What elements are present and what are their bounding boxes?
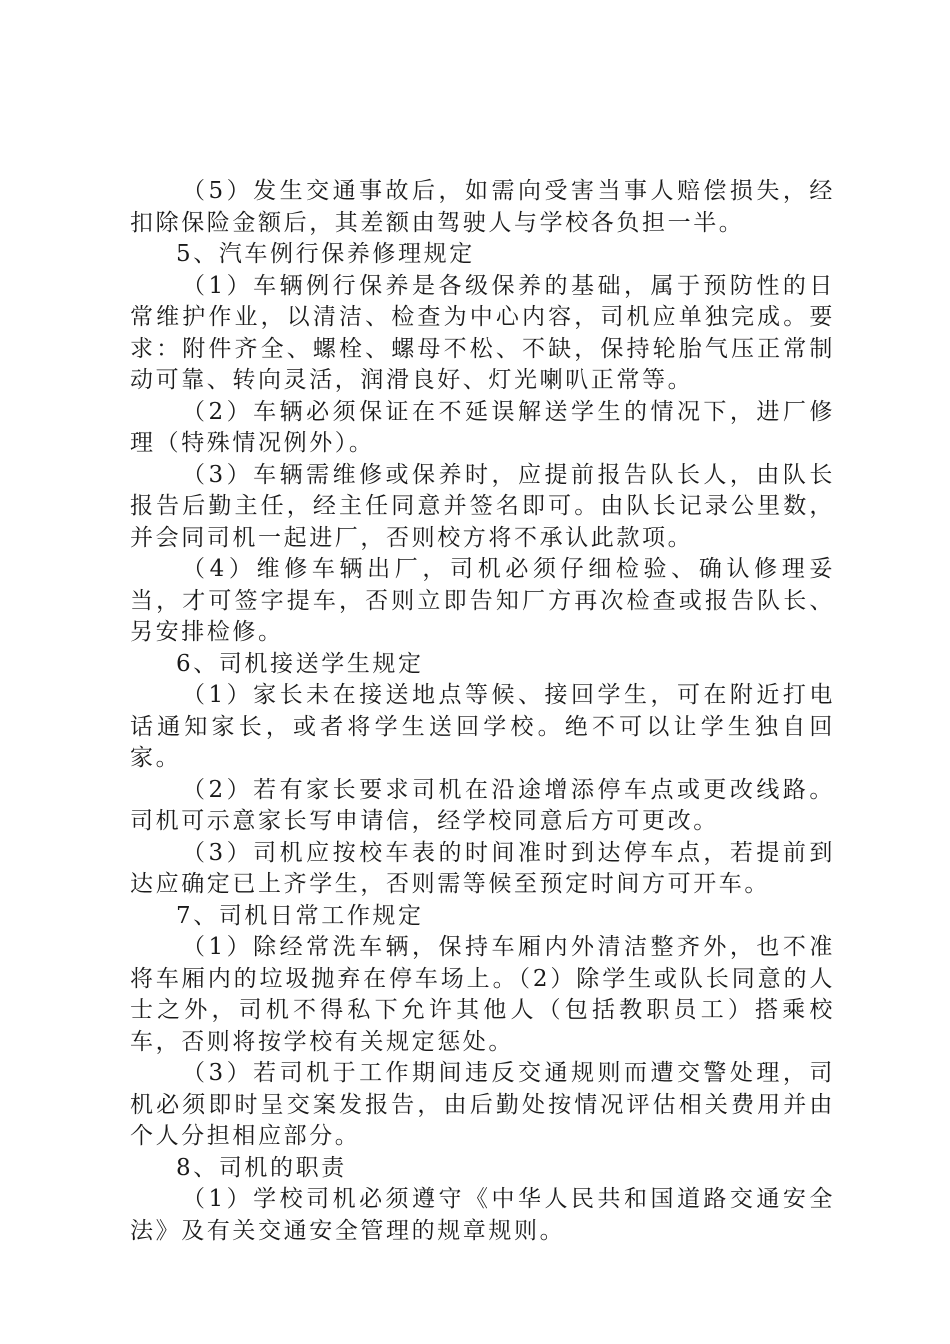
heading-student-transport-rules: 6、司机接送学生规定 bbox=[176, 650, 424, 677]
paragraph-timetable: （3）司机应按校车表的时间准时到达停车点，若提前到达应确定已上齐学生，否则需等候至预定时间方可开车。 bbox=[130, 839, 835, 897]
paragraph-traffic-violation: （3）若司机于工作期间违反交通规则而遭交警处理，司机必须即时呈交案发报告，由后勤处按情况评估相关费用并由个人分担相应部分。 bbox=[130, 1060, 835, 1149]
paragraph-routine-maintenance: （1）车辆例行保养是各级保养的基础，属于预防性的日常维护作业，以清洁、检查为中心内容，司机应单独完成。要求：附件齐全、螺栓、螺母不松、不缺，保持轮胎气压正常制动可靠、转向灵活，润滑良好、灯光喇叭正常等。 bbox=[130, 272, 835, 393]
heading-maintenance-rules: 5、汽车例行保养修理规定 bbox=[176, 241, 475, 267]
paragraph-repair-timing: （2）车辆必须保证在不延误解送学生的情况下，进厂修理（特殊情况例外）。 bbox=[130, 398, 835, 456]
paragraph-parent-absent: （1）家长未在接送地点等候、接回学生，可在附近打电话通知家长，或者将学生送回学校。绝不可以让学生独自回家。 bbox=[130, 682, 835, 771]
paragraph-accident-compensation: （5）发生交通事故后，如需向受害当事人赔偿损失，经扣除保险金额后，其差额由驾驶人与学校各负担一半。 bbox=[130, 178, 835, 236]
paragraph-route-change: （2）若有家长要求司机在沿途增添停车点或更改线路。司机可示意家长写申请信，经学校同意后方可更改。 bbox=[130, 776, 835, 834]
paragraph-repair-approval: （3）车辆需维修或保养时，应提前报告队长人，由队长报告后勤主任，经主任同意并签名即可。由队长记录公里数，并会同司机一起进厂，否则校方将不承认此款项。 bbox=[130, 461, 835, 551]
heading-driver-duties: 8、司机的职责 bbox=[176, 1154, 347, 1181]
document-body bbox=[130, 176, 835, 1247]
paragraph-obey-traffic-law: （1）学校司机必须遵守《中华人民共和国道路交通安全法》及有关交通安全管理的规章规则。 bbox=[130, 1186, 835, 1244]
heading-daily-work-rules: 7、司机日常工作规定 bbox=[176, 902, 424, 929]
paragraph-repair-inspection: （4）维修车辆出厂，司机必须仔细检验、确认修理妥当，才可签字提车，否则立即告知厂方再次检查或报告队长、另安排检修。 bbox=[130, 556, 835, 645]
paragraph-cleanliness-passengers: （1）除经常洗车辆，保持车厢内外清洁整齐外，也不准将车厢内的垃圾抛弃在停车场上。（2）除学生或队长同意的人士之外，司机不得私下允许其他人（包括教职员工）搭乘校车，否则将按学校有关规定惩处。 bbox=[130, 934, 835, 1055]
